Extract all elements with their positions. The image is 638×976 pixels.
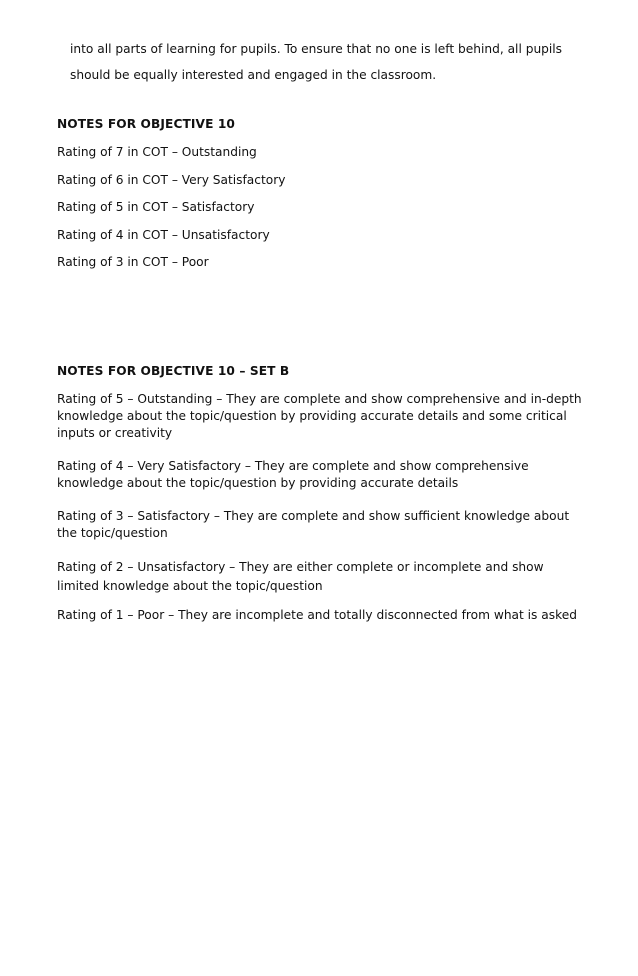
rating-description-item: Rating of 1 – Poor – They are incomplete and totally disconnected from what is asked: [57, 608, 577, 622]
rating-description-item: Rating of 4 – Very Satisfactory – They are complete and show comprehensive knowledge about the topic/question by providing accurate details: [57, 459, 529, 490]
rating-item: Rating of 7 in COT – Outstanding: [57, 145, 257, 159]
rating-description-item: Rating of 2 – Unsatisfactory – They are either complete or incomplete and show limited knowledge about the topic/question: [57, 560, 544, 593]
objective-10-heading: NOTES FOR OBJECTIVE 10: [57, 117, 235, 131]
intro-paragraph: into all parts of learning for pupils. To ensure that no one is left behind, all pupils should be equally interested and engaged in the classroom.: [70, 42, 563, 82]
objective-10-rating-list: [57, 144, 285, 282]
objective-10-set-b-heading: NOTES FOR OBJECTIVE 10 – SET B: [57, 364, 290, 378]
rating-description-item: Rating of 3 – Satisfactory – They are complete and show sufficient knowledge about the topic/question: [57, 509, 570, 540]
rating-item: Rating of 3 in COT – Poor: [57, 255, 209, 269]
rating-item: Rating of 6 in COT – Very Satisfactory: [57, 172, 286, 187]
objective-10-set-b-rating-list: [57, 391, 582, 640]
rating-item: Rating of 4 in COT – Unsatisfactory: [57, 227, 270, 242]
rating-item: Rating of 5 in COT – Satisfactory: [57, 200, 255, 214]
rating-description-item: Rating of 5 – Outstanding – They are complete and show comprehensive and in-depth knowledge about the topic/question by providing accurate details and some critical inputs or creativity: [57, 392, 582, 440]
